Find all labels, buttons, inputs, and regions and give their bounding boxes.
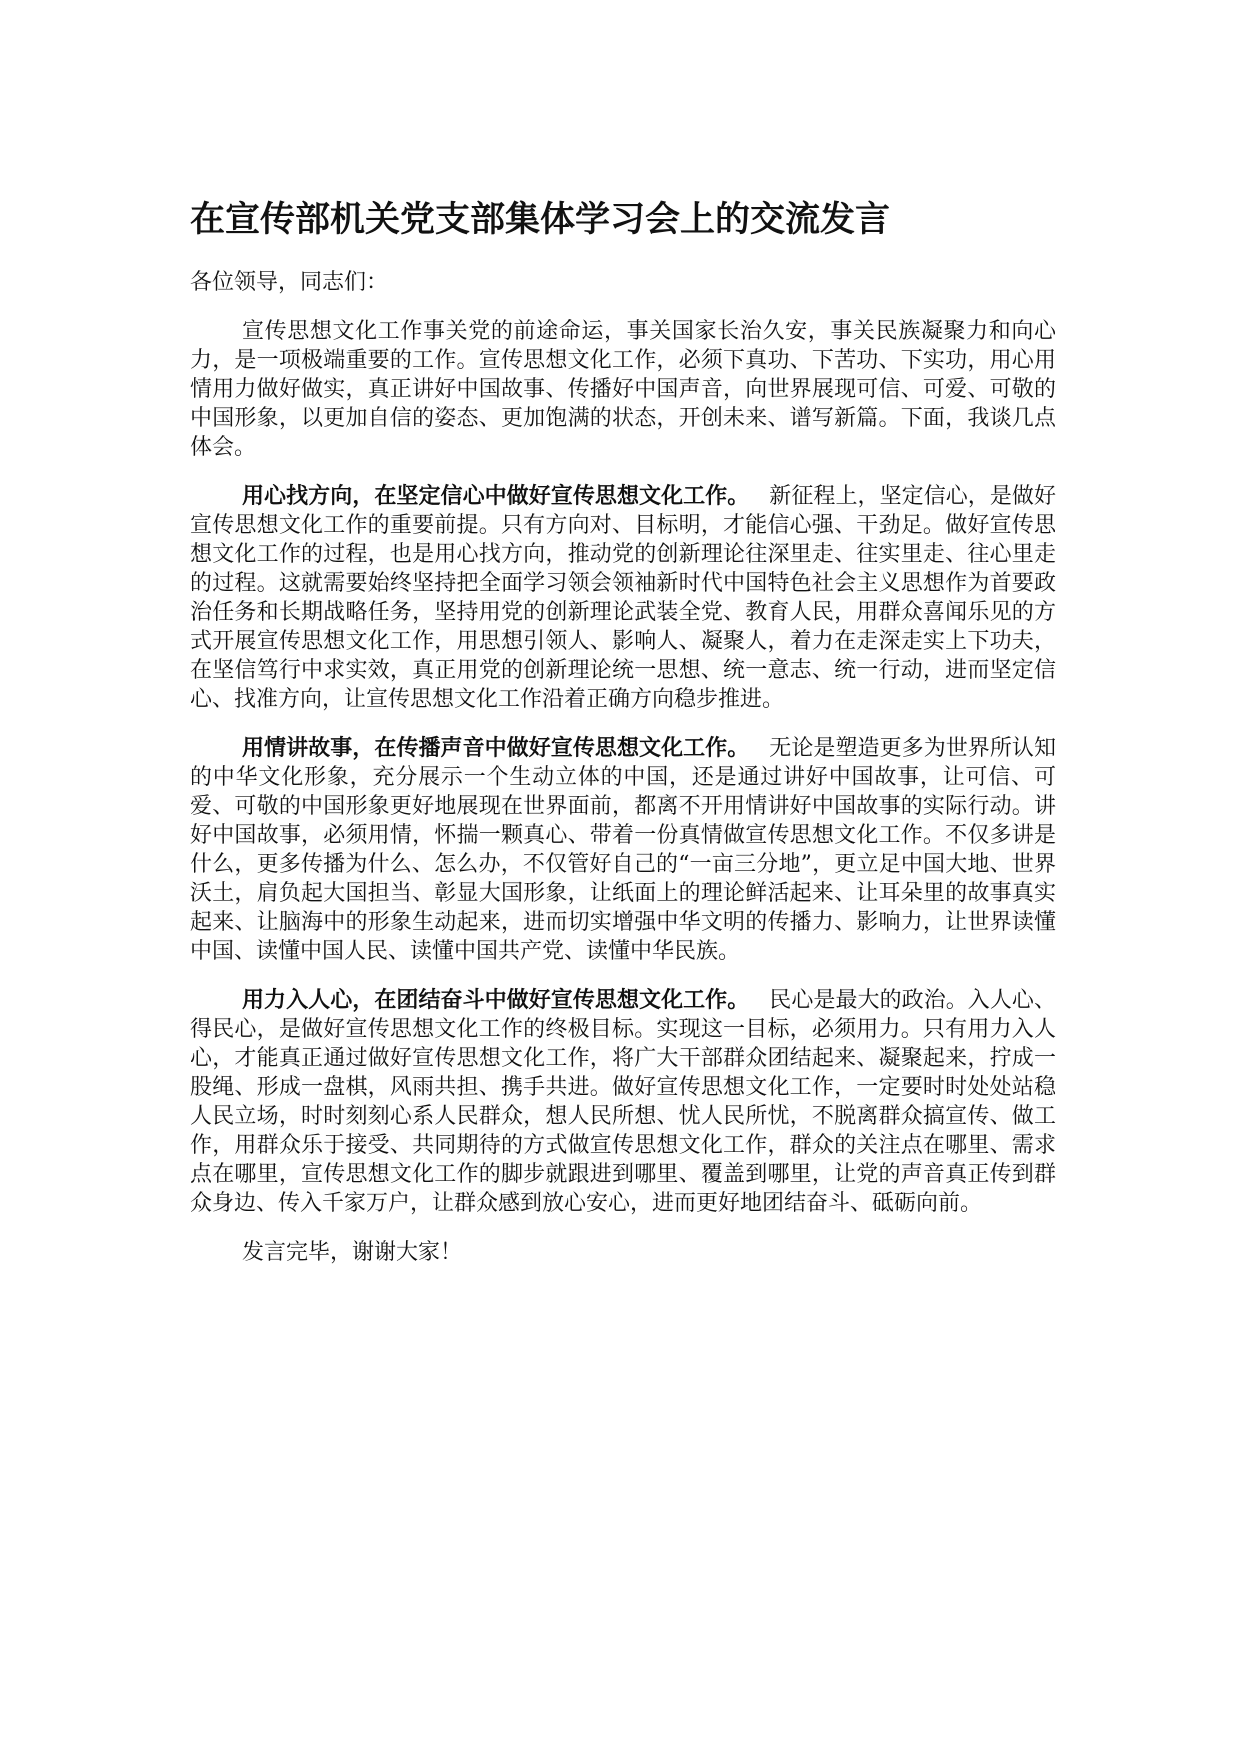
section-text-3: 民心是最大的政治。入人心、得民心，是做好宣传思想文化工作的终极目标。实现这一目标，必须用力。只有用力入人心，才能真正通过做好宣传思想文化工作，将广大干部群众团结起来、凝聚起来，拧成一股绳、形成一盘棋，风雨共担、携手共进。做好宣传思想文化工作，一定要时时处处站稳人民立场，时时刻刻心系人民群众，想人民所想、忧人民所忧，不脱离群众搞宣传、做工作，用群众乐于接受、共同期待的方式做宣传思想文化工作，群众的关注点在哪里、需求点在哪里，宣传思想文化工作的脚步就跟进到哪里、覆盖到哪里，让党的声音真正传到群众身边、传入千家万户，让群众感到放心安心，进而更好地团结奋斗、砥砺向前。 <box>190 988 1056 1216</box>
section-paragraph-1 <box>190 482 1056 714</box>
section-text-2: 无论是塑造更多为世界所认知的中华文化形象，充分展示一个生动立体的中国，还是通过讲好中国故事，让可信、可爱、可敬的中国形象更好地展现在世界面前，都离不开用情讲好中国故事的实际行动。讲好中国故事，必须用情，怀揣一颗真心、带着一份真情做宣传思想文化工作。不仅多讲是什么，更多传播为什么、怎么办，不仅管好自己的“一亩三分地”，更立足中国大地、世界沃土，肩负起大国担当、彰显大国形象，让纸面上的理论鲜活起来、让耳朵里的故事真实起来、让脑海中的形象生动起来，进而切实增强中华文明的传播力、影响力，让世界读懂中国、读懂中国人民、读懂中国共产党、读懂中华民族。 <box>190 736 1056 964</box>
closing-remark: 发言完毕，谢谢大家！ <box>242 1240 463 1265</box>
section-heading-1: 用心找方向，在坚定信心中做好宣传思想文化工作。 <box>242 484 750 509</box>
intro-paragraph: 宣传思想文化工作事关党的前途命运，事关国家长治久安，事关民族凝聚力和向心力，是一项极端重要的工作。宣传思想文化工作，必须下真功、下苦功、下实功，用心用情用力做好做实，真正讲好中国故事、传播好中国声音，向世界展现可信、可爱、可敬的中国形象，以更加自信的姿态、更加饱满的状态，开创未来、谱写新篇。下面，我谈几点体会。 <box>190 319 1056 460</box>
section-text-1: 新征程上，坚定信心，是做好宣传思想文化工作的重要前提。只有方向对、目标明，才能信心强、干劲足。做好宣传思想文化工作的过程，也是用心找方向，推动党的创新理论往深里走、往实里走、往心里走的过程。这就需要始终坚持把全面学习领会领袖新时代中国特色社会主义思想作为首要政治任务和长期战略任务，坚持用党的创新理论武装全党、教育人民，用群众喜闻乐见的方式开展宣传思想文化工作，用思想引领人、影响人、凝聚人，着力在走深走实上下功夫，在坚信笃行中求实效，真正用党的创新理论统一思想、统一意志、统一行动，进而坚定信心、找准方向，让宣传思想文化工作沿着正确方向稳步推进。 <box>190 484 1056 712</box>
section-paragraph-2 <box>190 734 1056 966</box>
salutation: 各位领导，同志们： <box>190 270 389 295</box>
section-heading-3: 用力入人心，在团结奋斗中做好宣传思想文化工作。 <box>242 988 750 1013</box>
document-title: 在宣传部机关党支部集体学习会上的交流发言 <box>190 200 891 240</box>
section-paragraph-3 <box>190 986 1056 1218</box>
document-body <box>190 268 1056 1267</box>
section-heading-2: 用情讲故事，在传播声音中做好宣传思想文化工作。 <box>242 736 750 761</box>
